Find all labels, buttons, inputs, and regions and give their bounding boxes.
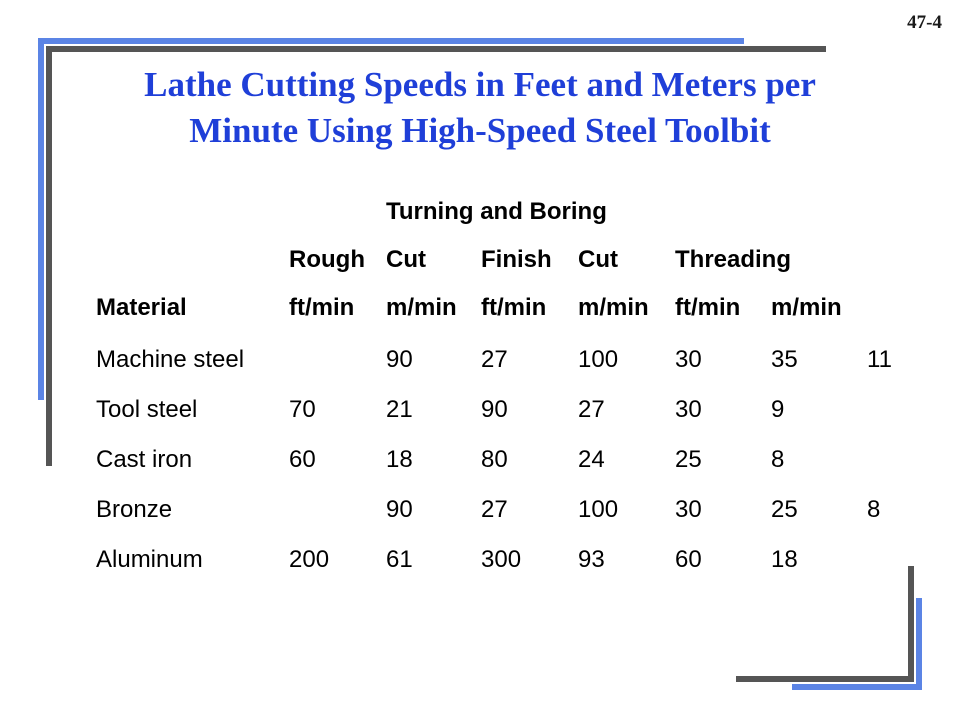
- value-cell: 8: [867, 496, 881, 523]
- value-cell: 300: [481, 546, 522, 573]
- value-cell: 25: [771, 496, 798, 523]
- operation-header: Cut: [386, 246, 426, 273]
- value-cell: 27: [481, 346, 508, 373]
- value-cell: 27: [578, 396, 605, 423]
- page-number: 47-4: [907, 12, 942, 33]
- value-cell: 8: [771, 446, 785, 473]
- value-cell: 60: [289, 446, 316, 473]
- value-cell: 30: [675, 496, 702, 523]
- operation-header: Threading: [675, 246, 792, 273]
- operation-header: Finish: [481, 246, 552, 273]
- slide-title-line-2: Minute Using High-Speed Steel Toolbit: [189, 111, 771, 150]
- value-cell: 200: [289, 546, 330, 573]
- value-cell: 18: [771, 546, 798, 573]
- value-cell: 24: [578, 446, 605, 473]
- material-cell: Cast iron: [96, 446, 193, 473]
- material-cell: Machine steel: [96, 346, 245, 373]
- material-cell: Bronze: [96, 496, 173, 523]
- unit-header: Material: [96, 294, 187, 321]
- unit-header: ft/min: [481, 294, 547, 321]
- slide-title: [0, 62, 960, 154]
- unit-header: ft/min: [675, 294, 741, 321]
- slide-title-line-1: Lathe Cutting Speeds in Feet and Meters per: [144, 65, 816, 104]
- material-cell: Aluminum: [96, 546, 203, 573]
- value-cell: 93: [578, 546, 605, 573]
- material-cell: Tool steel: [96, 396, 198, 423]
- operation-header: Cut: [578, 246, 618, 273]
- value-cell: 18: [386, 446, 413, 473]
- value-cell: 11: [867, 346, 892, 373]
- value-cell: 100: [578, 346, 619, 373]
- value-cell: 90: [481, 396, 508, 423]
- operation-header: Rough: [289, 246, 365, 273]
- value-cell: 30: [675, 396, 702, 423]
- value-cell: 25: [675, 446, 702, 473]
- value-cell: 61: [386, 546, 413, 573]
- value-cell: 60: [675, 546, 702, 573]
- value-cell: 90: [386, 496, 413, 523]
- value-cell: 90: [386, 346, 413, 373]
- value-cell: 35: [771, 346, 798, 373]
- group-header: Turning and Boring: [386, 198, 607, 225]
- unit-header: m/min: [578, 294, 649, 321]
- value-cell: 30: [675, 346, 702, 373]
- unit-header: m/min: [386, 294, 457, 321]
- value-cell: 100: [578, 496, 619, 523]
- value-cell: 80: [481, 446, 508, 473]
- value-cell: 9: [771, 396, 785, 423]
- unit-header: m/min: [771, 294, 842, 321]
- value-cell: 21: [386, 396, 413, 423]
- unit-header: ft/min: [289, 294, 355, 321]
- value-cell: 27: [481, 496, 508, 523]
- value-cell: 70: [289, 396, 316, 423]
